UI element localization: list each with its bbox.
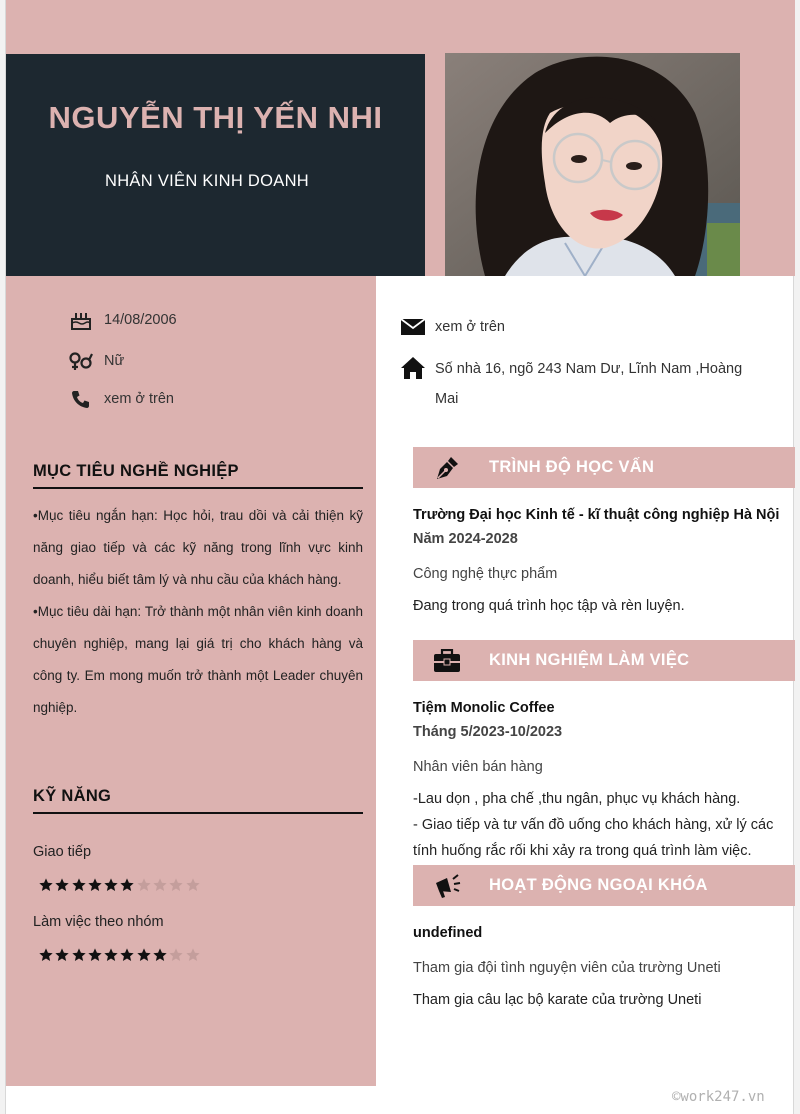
education-school: Trường Đại học Kinh tế - kĩ thuật công nghiệp Hà Nội [413,507,780,523]
star-icon [38,877,54,893]
objective-short-term: •Mục tiêu ngắn hạn: Học hỏi, trau dồi và cải thiện kỹ năng giao tiếp và các kỹ năng trong lĩnh vực kinh doanh, hiểu biết tâm lý và nhu cầu của khách hàng. [33,508,363,587]
name-header [6,54,425,276]
experience-description [413,786,783,864]
star-icon [38,947,54,963]
star-icon [168,947,184,963]
skill-name-teamwork: Làm việc theo nhóm [33,914,164,930]
experience-line-1: -Lau dọn , pha chế ,thu ngân, phục vụ khách hàng. [413,791,741,807]
address-value: Số nhà 16, ngõ 243 Nam Dư, Lĩnh Nam ,Hoàng Mai [435,361,743,407]
pen-icon [427,455,467,481]
star-icon [87,877,103,893]
job-title: NHÂN VIÊN KINH DOANH [104,172,310,190]
gender-icon [68,350,94,372]
skill-rating-teamwork [38,947,201,963]
profile-photo [445,53,740,276]
address-row [399,354,759,414]
star-icon [87,947,103,963]
education-period: Năm 2024-2028 [413,531,518,547]
star-icon [168,877,184,893]
experience-heading: KINH NGHIỆM LÀM VIỆC [489,651,690,669]
megaphone-icon [427,873,467,899]
star-icon [103,947,119,963]
star-icon [185,877,201,893]
email-value: xem ở trên [435,319,505,335]
activities-band [413,865,795,906]
star-icon [185,947,201,963]
experience-line-2: - Giao tiếp và tư vấn đồ uống cho khách hàng, xử lý các tính huống rắc rối khi xảy ra trong quá trình làm việc. [413,817,774,859]
email-row [399,312,505,342]
activities-organization: undefined [413,925,483,941]
watermark: ©work247.vn [672,1089,765,1105]
experience-company: Tiệm Monolic Coffee [413,700,555,716]
cv-page [5,0,794,1114]
gender-value: Nữ [104,353,125,369]
education-band [413,447,795,488]
star-icon [71,947,87,963]
phone-row [68,387,174,411]
activities-item-2: Tham gia câu lạc bộ karate của trường Uneti [413,992,702,1008]
star-icon [119,877,135,893]
birthday-row [68,308,177,332]
education-major: Công nghệ thực phẩm [413,566,558,582]
objective-long-term: •Mục tiêu dài hạn: Trở thành một nhân viên kinh doanh chuyên nghiệp, mang lại giá trị cho khách hàng và công ty. Em mong muốn trở thành một Leader chuyên nghiệp. [33,604,363,715]
education-description: Đang trong quá trình học tập và rèn luyện. [413,598,685,614]
skill-rating-communication [38,877,201,893]
birthday-value: 14/08/2006 [104,312,177,328]
activities-item-1: Tham gia đội tình nguyện viên của trường Uneti [413,960,721,976]
education-heading: TRÌNH ĐỘ HỌC VẤN [489,458,655,476]
skill-name-communication: Giao tiếp [33,844,92,860]
star-icon [54,947,70,963]
star-icon [136,947,152,963]
briefcase-icon [427,649,467,673]
experience-band [413,640,795,681]
gender-row [68,349,124,373]
experience-period: Tháng 5/2023-10/2023 [413,724,563,740]
cake-icon [68,309,94,331]
mail-icon [399,312,427,342]
star-icon [71,877,87,893]
star-icon [152,877,168,893]
star-icon [152,947,168,963]
phone-icon [68,388,94,410]
objective-text [33,500,363,724]
home-icon [399,354,427,384]
objective-heading: MỤC TIÊU NGHỀ NGHIỆP [33,462,363,489]
activities-heading: HOẠT ĐỘNG NGOẠI KHÓA [489,876,708,894]
star-icon [119,947,135,963]
full-name: NGUYỄN THỊ YẾN NHI [48,100,383,135]
skills-heading: KỸ NĂNG [33,787,363,814]
star-icon [103,877,119,893]
star-icon [136,877,152,893]
experience-role: Nhân viên bán hàng [413,759,543,775]
phone-value: xem ở trên [104,391,174,407]
star-icon [54,877,70,893]
